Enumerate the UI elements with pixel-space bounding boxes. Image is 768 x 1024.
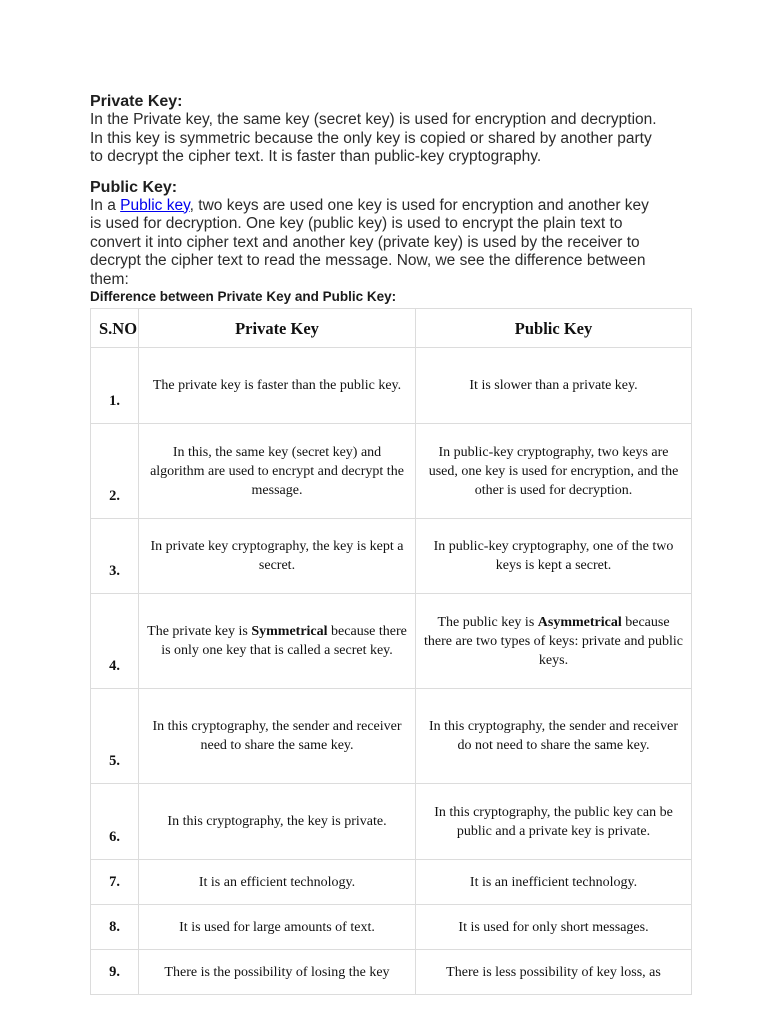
row-number: 2.	[91, 424, 139, 519]
public-key-cell: It is used for only short messages.	[416, 905, 692, 950]
cell-text: The public key is	[437, 614, 538, 630]
private-key-heading: Private Key:	[90, 93, 183, 110]
public-key-line: is used for decryption. One key (public key) is used to encrypt the plain text to	[90, 215, 623, 232]
public-key-cell: In public-key cryptography, two keys are used, one key is used for encryption, and the other is used for decryption.	[416, 424, 692, 519]
header-sno: S.NO	[91, 309, 139, 348]
public-key-first-line	[90, 197, 690, 216]
cell-text: because there are two types of keys: private and public keys.	[424, 614, 683, 668]
public-key-cell: It is slower than a private key.	[416, 348, 692, 424]
private-key-cell: In this cryptography, the sender and receiver need to share the same key.	[139, 689, 416, 784]
public-key-cell: In this cryptography, the public key can be public and a private key is private.	[416, 784, 692, 860]
row-number: 3.	[91, 519, 139, 594]
private-key-cell: In private key cryptography, the key is kept a secret.	[139, 519, 416, 594]
private-key-cell: It is an efficient technology.	[139, 860, 416, 905]
private-key-cell: It is used for large amounts of text.	[139, 905, 416, 950]
header-private-key: Private Key	[139, 309, 416, 348]
public-key-cell: It is an inefficient technology.	[416, 860, 692, 905]
row-number: 7.	[91, 860, 139, 905]
document-body	[90, 92, 690, 305]
table-row	[91, 594, 692, 689]
row-number: 6.	[91, 784, 139, 860]
private-key-line: In this key is symmetric because the only key is copied or shared by another party	[90, 129, 652, 147]
table-row	[91, 950, 692, 995]
table-row	[91, 860, 692, 905]
table-row	[91, 905, 692, 950]
cell-text: because there is only one key that is called a secret key.	[161, 624, 407, 658]
table-caption: Difference between Private Key and Public Key:	[90, 289, 397, 304]
row-number: 1.	[91, 348, 139, 424]
private-key-cell: There is the possibility of losing the key	[139, 950, 416, 995]
public-key-line: them:	[90, 270, 129, 288]
public-key-heading: Public Key:	[90, 178, 178, 196]
private-key-cell: The private key is faster than the public key.	[139, 348, 416, 424]
public-key-cell: In this cryptography, the sender and receiver do not need to share the same key.	[416, 689, 692, 784]
row-number: 4.	[91, 594, 139, 689]
public-key-line: decrypt the cipher text to read the message. Now, we see the difference between	[90, 252, 646, 269]
public-key-cell: There is less possibility of key loss, as	[416, 950, 692, 995]
private-key-line: to decrypt the cipher text. It is faster than public-key cryptography.	[90, 148, 542, 165]
private-key-line: In the Private key, the same key (secret key) is used for encryption and decryption.	[90, 111, 657, 128]
row-number: 5.	[91, 689, 139, 784]
cell-text: The private key is	[147, 624, 252, 639]
private-key-cell: In this, the same key (secret key) and algorithm are used to encrypt and decrypt the message.	[139, 424, 416, 519]
cell-bold-term: Symmetrical	[251, 624, 328, 639]
row-number: 9.	[91, 950, 139, 995]
public-key-cell: In public-key cryptography, one of the two keys is kept a secret.	[416, 519, 692, 594]
public-key-section	[90, 178, 690, 290]
table-row	[91, 689, 692, 784]
row-number: 8.	[91, 905, 139, 950]
cell-bold-term: Asymmetrical	[537, 614, 622, 630]
table-header-row	[91, 309, 692, 348]
public-key-cell	[416, 594, 692, 689]
public-key-line: convert it into cipher text and another key (private key) is used by the receiver to	[90, 233, 640, 251]
comparison-table	[90, 308, 692, 995]
header-public-key: Public Key	[416, 309, 692, 348]
private-key-cell	[139, 594, 416, 689]
private-key-section	[90, 92, 690, 167]
public-key-line-prefix: In a	[90, 196, 121, 214]
private-key-cell: In this cryptography, the key is private.	[139, 784, 416, 860]
public-key-line-suffix: , two keys are used one key is used for encryption and another key	[189, 196, 649, 214]
public-key-link[interactable]: Public key	[120, 196, 190, 214]
table-row	[91, 348, 692, 424]
table-row	[91, 519, 692, 594]
table-row	[91, 424, 692, 519]
table-row	[91, 784, 692, 860]
